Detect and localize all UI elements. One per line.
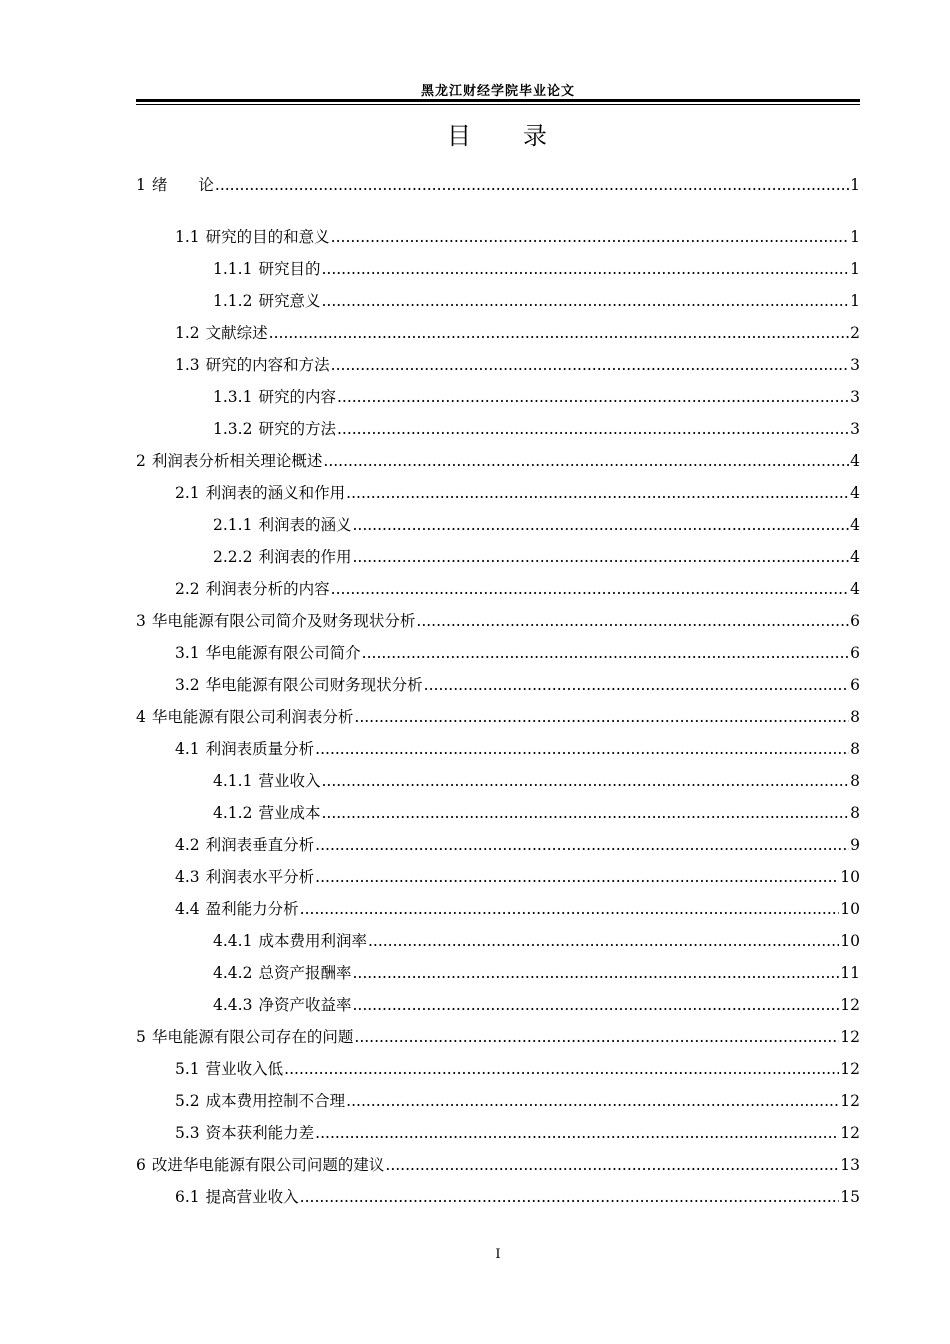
toc-entry-title: 研究的内容和方法 [205,356,330,374]
toc-entry[interactable] [136,546,860,568]
toc-entry-number: 1.2 [175,324,200,342]
toc-entry-page: 6 [850,676,860,694]
toc-entry-page: 15 [840,1188,860,1206]
toc-entry-title: 绪 论 [151,176,214,194]
toc-entry-title: 改进华电能源有限公司问题的建议 [151,1156,385,1174]
toc-entry-page: 4 [850,516,860,534]
toc-entry[interactable] [136,450,860,472]
toc-entry-title: 总资产报酬率 [258,964,352,982]
toc-leader-dots [269,322,849,344]
toc-entry-title: 利润表质量分析 [205,740,315,758]
toc-entry-number: 5 [136,1028,146,1046]
toc-entry-page: 1 [850,176,860,194]
toc-entry[interactable] [136,802,860,824]
toc-leader-dots [352,546,849,568]
toc-entry[interactable] [136,738,860,760]
toc-entry-title: 利润表的作用 [258,548,352,566]
toc-entry-number: 3 [136,612,146,630]
toc-entry-page: 9 [850,836,860,854]
toc-entry-title: 研究的目的和意义 [205,228,330,246]
toc-entry[interactable] [136,642,860,664]
toc-entry-page: 12 [840,1124,860,1142]
toc-entry[interactable] [136,898,860,920]
toc-entry-page: 12 [840,1092,860,1110]
toc-entry[interactable] [136,1186,860,1208]
toc-entry[interactable] [136,322,860,344]
toc-entry-number: 4.4.3 [213,996,253,1014]
toc-entry-page: 4 [850,548,860,566]
toc-entry[interactable] [136,1026,860,1048]
toc-entry-number: 5.2 [175,1092,200,1110]
toc-entry-title: 成本费用控制不合理 [205,1092,346,1110]
toc-leader-dots [354,706,849,728]
toc-entry[interactable] [136,674,860,696]
toc-entry-number: 4.4.2 [213,964,253,982]
page-title [136,116,860,151]
toc-leader-dots [300,898,840,920]
toc-entry-title: 利润表水平分析 [205,868,315,886]
toc-leader-dots [331,226,849,248]
toc-entry-number: 2.2.2 [213,548,253,566]
toc-leader-dots [346,482,849,504]
toc-entry-title: 研究目的 [258,260,321,278]
toc-entry-number: 1.3.1 [213,388,253,406]
toc-leader-dots [337,418,849,440]
toc-entry-title: 利润表垂直分析 [205,836,315,854]
toc-entry[interactable] [136,930,860,952]
toc-entry-page: 8 [850,772,860,790]
toc-entry[interactable] [136,418,860,440]
toc-entry[interactable] [136,578,860,600]
toc-leader-dots [352,962,839,984]
toc-entry-number: 4.1.1 [213,772,253,790]
toc-entry-page: 12 [840,1060,860,1078]
toc-entry-number: 6.1 [175,1188,200,1206]
toc-entry[interactable] [136,706,860,728]
toc-entry[interactable] [136,994,860,1016]
toc-leader-dots [215,174,849,196]
toc-leader-dots [416,610,849,632]
toc-entry[interactable] [136,482,860,504]
toc-entry-title: 研究的方法 [258,420,336,438]
toc-entry-page: 4 [850,452,860,470]
toc-entry[interactable] [136,226,860,248]
toc-entry-number: 3.2 [175,676,200,694]
toc-entry-number: 1.3.2 [213,420,253,438]
toc-entry-title: 研究的内容 [258,388,336,406]
toc-entry-page: 13 [840,1156,860,1174]
toc-entry-number: 2 [136,452,146,470]
toc-entry-title: 华电能源有限公司简介及财务现状分析 [151,612,416,630]
toc-entry[interactable] [136,962,860,984]
toc-leader-dots [352,514,849,536]
toc-entry-number: 4.4.1 [213,932,253,950]
toc-leader-dots [362,642,849,664]
toc-entry-number: 6 [136,1156,146,1174]
toc-entry-page: 10 [840,900,860,918]
toc-entry-title: 华电能源有限公司利润表分析 [151,708,354,726]
footer-page-number: I [495,1247,501,1262]
toc-entry-number: 1 [136,176,146,194]
toc-entry-page: 3 [850,420,860,438]
toc-entry-number: 2.2 [175,580,200,598]
toc-entry-page: 6 [850,612,860,630]
toc-entry-title: 文献综述 [205,324,268,342]
toc-entry[interactable] [136,866,860,888]
toc-leader-dots [315,738,849,760]
toc-leader-dots [424,674,849,696]
toc-entry-number: 3.1 [175,644,200,662]
toc-entry[interactable] [136,610,860,632]
toc-leader-dots [368,930,839,952]
toc-entry-title: 华电能源有限公司存在的问题 [151,1028,354,1046]
toc-entry-title: 利润表分析的内容 [205,580,330,598]
toc-entry-page: 11 [840,964,860,982]
toc-entry[interactable] [136,258,860,280]
toc-leader-dots [354,1026,839,1048]
toc-entry[interactable] [136,1058,860,1080]
toc-entry-page: 12 [840,1028,860,1046]
toc-entry-page: 12 [840,996,860,1014]
toc-leader-dots [321,258,849,280]
page-title-part1: 目 [447,122,473,150]
toc-leader-dots [321,770,849,792]
toc-entry-number: 4 [136,708,146,726]
toc-leader-dots [315,834,849,856]
toc-entry-number: 1.1.1 [213,260,253,278]
toc-entry-title: 营业收入 [258,772,321,790]
toc-entry-number: 1.1.2 [213,292,253,310]
toc-entry-title: 利润表的涵义 [258,516,352,534]
toc-entry-number: 1.3 [175,356,200,374]
toc-entry[interactable] [136,290,860,312]
toc-entry[interactable] [136,770,860,792]
toc-entry-title: 利润表的涵义和作用 [205,484,346,502]
toc-leader-dots [385,1154,839,1176]
toc-leader-dots [323,450,849,472]
toc-entry-page: 2 [850,324,860,342]
toc-entry-page: 1 [850,228,860,246]
toc-leader-dots [331,578,849,600]
toc-entry[interactable] [136,514,860,536]
toc-entry-page: 3 [850,388,860,406]
toc-leader-dots [300,1186,840,1208]
toc-entry-number: 4.1 [175,740,200,758]
toc-leader-dots [352,994,839,1016]
toc-entry-title: 营业收入低 [205,1060,284,1078]
toc-entry-page: 4 [850,484,860,502]
toc-entry[interactable] [136,1122,860,1144]
toc-entry[interactable] [136,354,860,376]
toc-entry-page: 6 [850,644,860,662]
toc-entry-title: 利润表分析相关理论概述 [151,452,323,470]
toc-entry-page: 10 [840,932,860,950]
toc-entry-number: 2.1 [175,484,200,502]
header-rule-thick [136,99,860,102]
toc-entry-title: 营业成本 [258,804,321,822]
toc-entry-title: 净资产收益率 [258,996,352,1014]
toc-entry[interactable] [136,834,860,856]
toc-entry-title: 华电能源有限公司简介 [205,644,361,662]
toc-leader-dots [284,1058,839,1080]
toc-leader-dots [346,1090,839,1112]
toc-entry-page: 10 [840,868,860,886]
toc-leader-dots [337,386,849,408]
toc-entry-title: 提高营业收入 [205,1188,299,1206]
toc-entry-number: 4.3 [175,868,200,886]
toc-entry-number: 5.3 [175,1124,200,1142]
toc-leader-dots [321,802,849,824]
toc-entry-number: 4.2 [175,836,200,854]
toc-leader-dots [315,1122,839,1144]
page-title-part2: 录 [523,122,549,150]
toc-leader-dots [321,290,849,312]
toc-entry-page: 8 [850,708,860,726]
toc-entry-number: 4.4 [175,900,200,918]
toc-entry-page: 8 [850,804,860,822]
toc-entry[interactable] [136,174,860,196]
toc-entry-page: 3 [850,356,860,374]
toc-entry-number: 4.1.2 [213,804,253,822]
toc-entry-title: 盈利能力分析 [205,900,299,918]
toc-entry-title: 华电能源有限公司财务现状分析 [205,676,423,694]
toc-leader-dots [331,354,849,376]
toc-entry[interactable] [136,1090,860,1112]
header-rule-thin [136,104,860,105]
toc-entry-title: 资本获利能力差 [205,1124,315,1142]
toc-entry-page: 4 [850,580,860,598]
toc-entry-page: 8 [850,740,860,758]
toc-entry[interactable] [136,386,860,408]
toc-entry-title: 成本费用利润率 [258,932,367,950]
toc-entry-page: 1 [850,260,860,278]
toc-entry-number: 1.1 [175,228,200,246]
toc-entry-number: 5.1 [175,1060,200,1078]
running-header: 黑龙江财经学院毕业论文 [420,84,575,99]
toc-entry-title: 研究意义 [258,292,321,310]
toc-entry-page: 1 [850,292,860,310]
toc-entry[interactable] [136,1154,860,1176]
toc-leader-dots [315,866,839,888]
toc-entry-number: 2.1.1 [213,516,253,534]
